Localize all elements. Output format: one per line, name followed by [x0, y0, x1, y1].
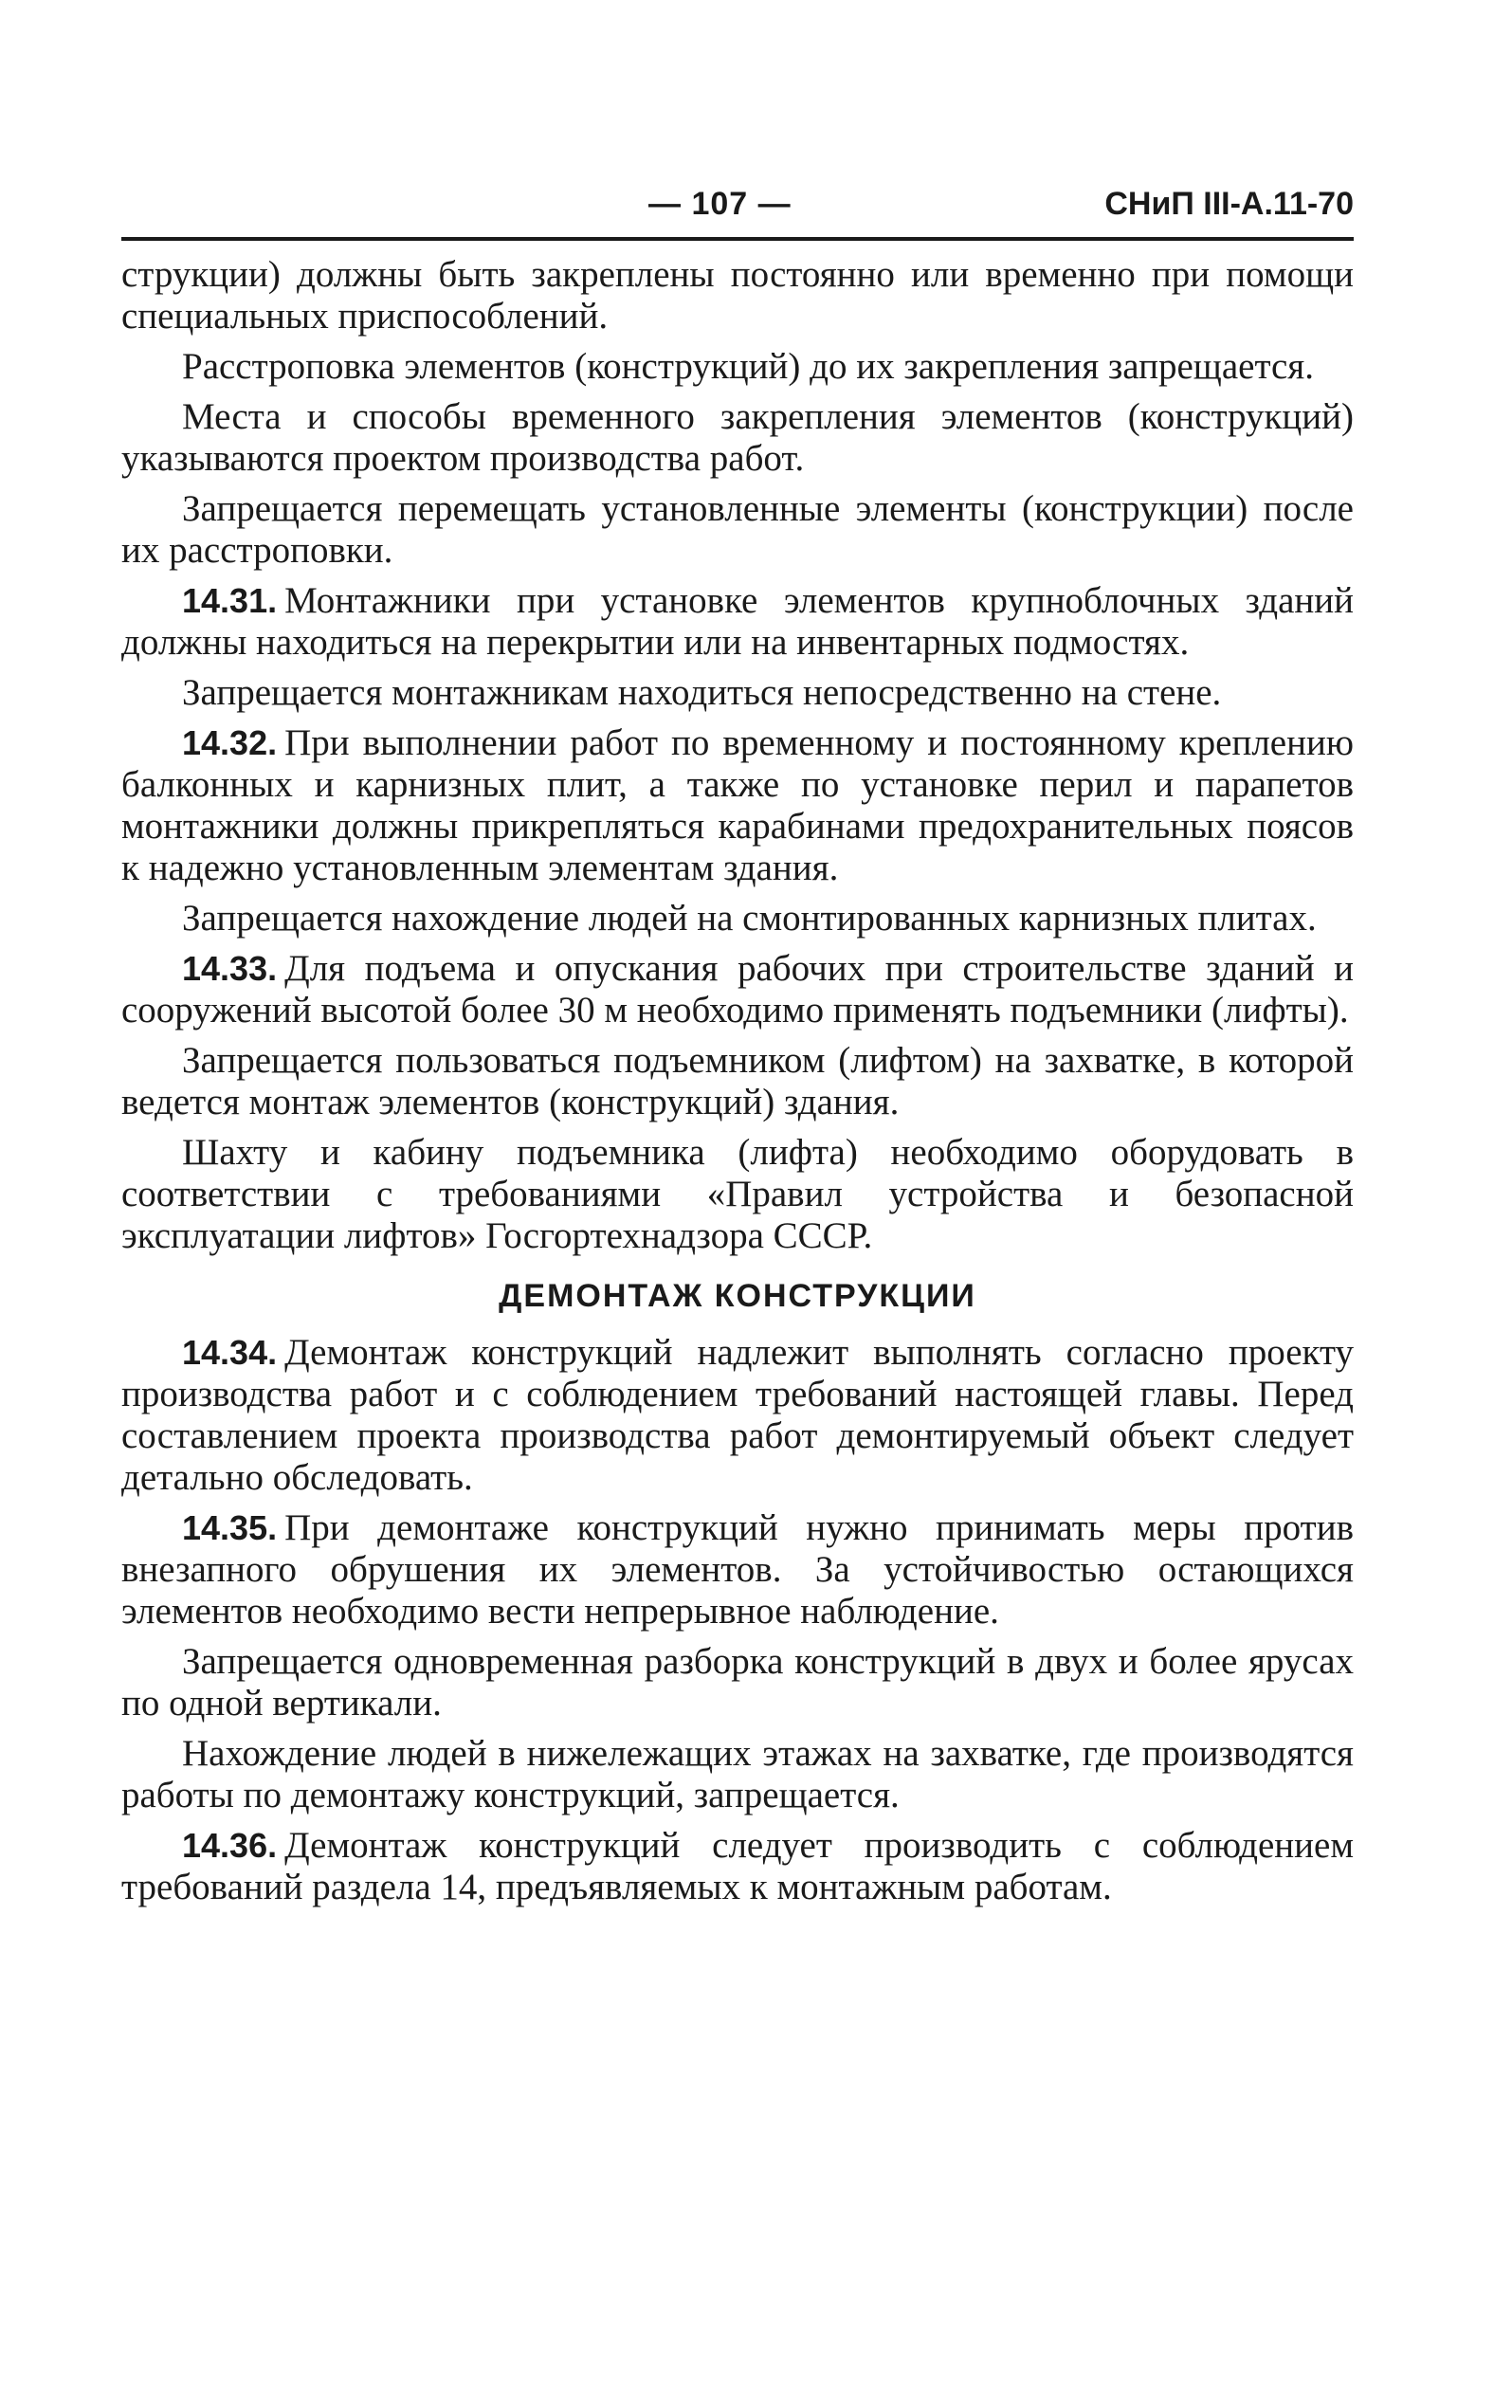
- clause-number: 14.31.: [182, 581, 278, 620]
- paragraph-14-33: [121, 948, 1354, 1031]
- document-code: СНиП III-А.11-70: [1104, 186, 1354, 222]
- page-header: [121, 186, 1354, 231]
- clause-number: 14.34.: [182, 1333, 278, 1372]
- paragraph-text: Демонтаж конструкций следует производить с соблюдением требований раздела 14, предъявляемых к монтажным работам.: [121, 1825, 1354, 1907]
- paragraph: струкции) должны быть закреплены постоянно или временно при помощи специальных приспособлений.: [121, 254, 1354, 337]
- paragraph-14-36: [121, 1825, 1354, 1908]
- paragraph-14-31: [121, 580, 1354, 664]
- document-page: [121, 186, 1354, 1917]
- clause-number: 14.35.: [182, 1508, 278, 1547]
- paragraph-14-35: [121, 1507, 1354, 1633]
- paragraph: Запрещается нахождение людей на смонтированных карнизных плитах.: [182, 898, 1317, 939]
- paragraph: Запрещается перемещать установленные элементы (конструкции) после их расстроповки.: [121, 488, 1354, 571]
- paragraph-text: При демонтаже конструкций нужно принимать меры против внезапного обрушения их элементов. За устойчивостью остающихся элементов необходимо вести непрерывное наблюдение.: [121, 1507, 1354, 1632]
- body-text: [121, 254, 1354, 1908]
- paragraph-text: Монтажники при установке элементов крупноблочных зданий должны находиться на перекрытии или на инвентарных подмостях.: [121, 580, 1354, 663]
- clause-number: 14.32.: [182, 723, 278, 762]
- paragraph-text: При выполнении работ по временному и постоянному креплению балконных и карнизных плит, а также по установке перил и парапетов монтажники должны прикрепляться карабинами предохранительных поясов к надежно установленным элементам здания.: [121, 722, 1354, 888]
- page-number: — 107 —: [648, 186, 792, 222]
- paragraph-14-34: [121, 1332, 1354, 1499]
- header-divider: [121, 237, 1354, 241]
- paragraph: Запрещается одновременная разборка конструкций в двух и более ярусах по одной вертикали.: [121, 1641, 1354, 1724]
- clause-number: 14.36.: [182, 1826, 278, 1865]
- paragraph: Места и способы временного закрепления элементов (конструкций) указываются проектом производства работ.: [121, 396, 1354, 479]
- paragraph: Запрещается монтажникам находиться непосредственно на стене.: [182, 672, 1222, 713]
- paragraph: Нахождение людей в нижележащих этажах на захватке, где производятся работы по демонтажу конструкций, запрещается.: [121, 1733, 1354, 1815]
- paragraph: Расстроповка элементов (конструкций) до их закрепления запрещается.: [182, 346, 1314, 387]
- paragraph-text: Демонтаж конструкций надлежит выполнять согласно проекту производства работ и с соблюдением требований настоящей главы. Перед составлением проекта производства работ демонтируемый объект следует детально обследовать.: [121, 1332, 1354, 1498]
- paragraph-text: Для подъема и опускания рабочих при строительстве зданий и сооружений высотой более 30 м необходимо применять подъемники (лифты).: [121, 948, 1354, 1031]
- clause-number: 14.33.: [182, 949, 278, 988]
- paragraph-14-32: [121, 722, 1354, 889]
- paragraph: Запрещается пользоваться подъемником (лифтом) на захватке, в которой ведется монтаж элементов (конструкций) здания.: [121, 1040, 1354, 1122]
- section-heading: ДЕМОНТАЖ КОНСТРУКЦИИ: [499, 1278, 976, 1314]
- paragraph: Шахту и кабину подъемника (лифта) необходимо оборудовать в соответствии с требованиями «Правил устройства и безопасной эксплуатации лифтов» Госгортехнадзора СССР.: [121, 1132, 1354, 1256]
